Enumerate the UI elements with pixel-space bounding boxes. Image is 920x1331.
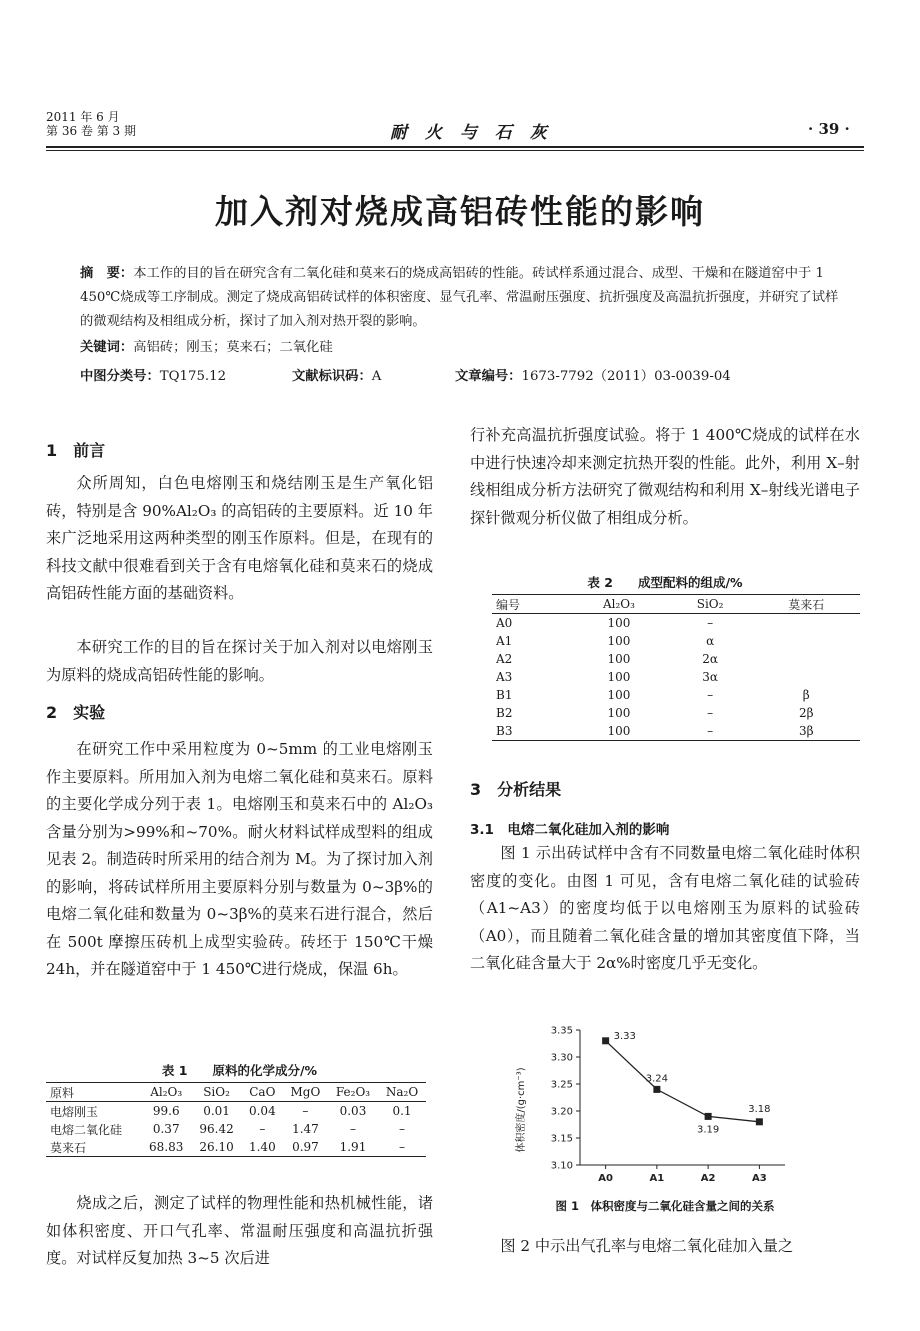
data-point [602,1037,609,1044]
right-column-paragraph: 行补充高温抗折强度试验。将于 1 400℃烧成的试样在水中进行快速冷却来测定抗热开裂的性能。此外，利用 X–射线相组成分析方法研究了微观结构和利用 X–射线光谱电子探针微观分析仪做了相组成分析。 [470,426,860,527]
classification-value: TQ175.12 [159,369,227,384]
x-tick-label: A2 [700,1173,716,1184]
data-label: 3.19 [696,1124,720,1136]
table-cell: 0.97 [292,1140,319,1154]
table-cell: 100 [607,634,631,648]
abstract-text: 本工作的目的旨在研究含有二氧化硅和莫来石的烧成高铝砖的性能。砖试样系通过混合、成型、干燥和在隧道窑中于 1 450℃烧成等工序制成。测定了烧成高铝砖试样的体积密度、显气孔率、常温耐压强度、抗折强度及高温抗折强度，并研究了试样的微观结构及相组成分析，探讨了加入剂对热开裂的影响。 [80,266,839,329]
table-header: Al₂O₃ [150,1085,183,1099]
table-cell: B1 [496,688,513,702]
table-cell: 100 [607,652,631,666]
table-cell [753,650,861,668]
table-1 [46,1082,426,1157]
table-2 [492,594,860,741]
table-cell: 电熔二氧化硅 [50,1122,123,1137]
table-cell: A1 [496,634,513,648]
section-1-paragraph-1: 众所周知，白色电熔刚玉和烧结刚玉是生产氧化铝砖，特别是含 90%Al₂O₃ 的高铝砖的主要原料。近 10 年来广泛地采用这两种类型的刚玉作原料。但是，在现有的科技文献中很难看到关于含有电熔氧化硅和莫来石的烧成高铝砖性能方面的基础资料。 [46,474,433,602]
table-cell: 99.6 [152,1104,180,1118]
table-header: SiO₂ [203,1085,230,1099]
table-header: Na₂O [385,1085,419,1099]
x-tick-label: A0 [598,1173,613,1184]
table-cell: 1.91 [339,1140,367,1154]
table-cell: B3 [496,724,513,738]
table-row [46,1102,426,1121]
table-cell: 100 [607,724,631,738]
data-label: 3.24 [645,1073,669,1085]
y-axis-title: 体积密度/(g·cm⁻³) [516,1067,527,1153]
table-row [46,1120,426,1138]
data-label: 3.33 [613,1030,636,1042]
table-row [492,668,860,686]
table-header: SiO₂ [696,597,724,611]
x-ticks [598,1165,766,1184]
table-cell: 26.10 [199,1140,234,1154]
article-number-label: 文章编号： [455,369,522,384]
table-cell: – [399,1140,406,1154]
keywords-label: 关键词： [80,340,134,355]
table-header: CaO [249,1085,276,1099]
density-line [606,1041,760,1122]
issue-volume: 第 36 卷 第 3 期 [46,124,136,138]
table-cell: 96.42 [199,1122,234,1136]
article-title: 加入剂对烧成高铝砖性能的影响 [215,192,705,231]
table-row [46,1138,426,1157]
section-2-paragraph-1: 在研究工作中采用粒度为 0~5mm 的工业电熔刚玉作主要原料。所用加入剂为电熔二氧化硅和莫来石。原料的主要化学成分列于表 1。电熔刚玉和莫来石中的 Al₂O₃ 含量分别为>99%和~70%。耐火材料试样成型料的组成见表 2。制造砖时所采用的结合剂为 M。为了探讨加入剂的影响，将砖试样所用主要原料分别与数量为 0~3β%的电熔二氧化硅和数量为 0~3β%的莫来石进行混合，然后在 500t 摩擦压砖机上成型实验砖。砖坯于 150℃干燥 24h，并在隧道窑中于 1 450℃进行烧成，保温 6h。 [46,740,433,978]
table-header: 编号 [496,597,521,612]
issue-info [46,110,136,138]
section-3-heading: 3 分析结果 [470,780,562,799]
table-cell: – [399,1122,406,1136]
table-1-caption: 表 1 原料的化学成分/% [161,1063,318,1078]
table-cell: 0.01 [203,1104,230,1118]
table-cell: α [706,634,715,648]
table-cell: 1.47 [292,1122,319,1136]
subsection-3-1-heading: 3.1 电熔二氧化硅加入剂的影响 [470,822,670,838]
table-header-row [46,1083,426,1102]
table-header: MgO [290,1085,321,1099]
figure-1-caption: 图 1 体积密度与二氧化硅含量之间的关系 [555,1199,775,1213]
abstract-label: 摘 要： [80,266,134,281]
table-cell: 0.1 [392,1104,412,1118]
doc-code-label: 文献标识码： [292,369,372,384]
classification [80,365,226,384]
page-number: · 39 · [808,120,850,138]
table-cell: – [707,706,714,720]
keywords [80,336,840,360]
y-tick-label: 3.25 [550,1079,573,1091]
table-cell: – [707,724,714,738]
table-cell: B2 [496,706,513,720]
table-row [492,614,860,633]
x-tick-label: A1 [649,1173,665,1184]
table-cell [753,614,861,633]
header-rule-thin [46,150,864,151]
y-ticks [551,1026,580,1172]
y-tick-label: 3.20 [550,1106,573,1118]
issue-date: 2011 年 6 月 [46,110,120,124]
table-2-caption: 表 2 成型配料的组成/% [587,575,743,590]
table-row [492,722,860,741]
table-cell: A3 [496,670,513,684]
y-tick-label: 3.10 [550,1160,573,1172]
classification-label: 中图分类号： [80,369,160,384]
doc-code-value: A [371,369,382,384]
article-number [455,365,731,384]
table-cell: 68.83 [149,1140,184,1154]
table-row [492,632,860,650]
article-number-value: 1673-7792（2011）03-0039-04 [521,369,731,384]
data-label: 3.18 [748,1103,771,1115]
chart-axes [580,1030,785,1165]
table-row [492,704,860,722]
section-1-paragraph-2: 本研究工作的目的旨在探讨关于加入剂对以电熔刚玉为原料的烧成高铝砖性能的影响。 [46,638,433,684]
x-tick-label: A3 [752,1173,767,1184]
table-cell: – [302,1104,309,1118]
table-cell: 0.04 [248,1104,276,1118]
table-cell: – [707,688,714,702]
y-tick-label: 3.15 [550,1133,573,1145]
section-2-paragraph-2: 烧成之后，测定了试样的物理性能和热机械性能，诸如体积密度、开口气孔率、常温耐压强度和高温抗折强度。对试样反复加热 3~5 次后进 [46,1194,433,1267]
section-2-heading: 2 实验 [46,703,106,722]
table-cell: – [259,1122,266,1136]
table-header: 莫来石 [788,597,825,612]
table-header: Fe₂O₃ [335,1085,371,1099]
table-cell [753,668,861,686]
table-cell: 3β [798,724,814,738]
header-rule [46,146,864,148]
table-header-row [492,595,860,614]
y-axis-title-group [514,1067,527,1152]
series-line [602,1037,763,1125]
table-cell: A0 [496,616,513,630]
table-cell: – [707,616,714,630]
data-point [653,1086,660,1093]
table-row [492,650,860,668]
abstract [80,262,840,360]
figure-1-chart [510,1020,810,1190]
table-header: 原料 [50,1085,75,1100]
journal-name: 耐 火 与 石 灰 [390,123,553,143]
section-1-heading: 1 前言 [46,441,106,460]
table-cell: 0.37 [152,1122,180,1136]
table-cell: 1.40 [248,1140,276,1154]
data-point [756,1118,763,1125]
table-cell: 100 [607,670,631,684]
table-cell: 莫来石 [50,1140,87,1155]
y-tick-label: 3.35 [550,1025,573,1037]
keywords-text: 高铝砖；刚玉；莫来石；二氧化硅 [133,340,333,355]
table-header: Al₂O₃ [602,597,635,611]
table-cell: 2β [798,706,814,720]
section-3-paragraph-2: 图 2 中示出气孔率与电熔二氧化硅加入量之 [500,1237,794,1255]
y-tick-label: 3.30 [550,1052,573,1064]
data-point [705,1113,712,1120]
table-cell: β [802,688,810,702]
table-cell: 0.03 [339,1104,367,1118]
table-cell [753,632,861,650]
data-labels [614,1031,771,1136]
section-3-paragraph-1: 图 1 示出砖试样中含有不同数量电熔二氧化硅时体积密度的变化。由图 1 可见，含有电熔二氧化硅的试验砖（A1~A3）的密度均低于以电熔刚玉为原料的试验砖（A0），而且随着二氧化硅含量的增加其密度值下降，当二氧化硅含量大于 2α%时密度几乎无变化。 [470,844,860,972]
table-cell: 电熔刚玉 [50,1104,99,1119]
table-cell: 100 [607,688,631,702]
doc-code [292,365,381,384]
table-cell: 100 [607,616,631,630]
table-cell: A2 [496,652,513,666]
table-cell: 3α [702,670,718,684]
table-row [492,686,860,704]
table-cell: 100 [607,706,631,720]
table-cell: 2α [702,652,718,666]
table-cell: – [349,1122,356,1136]
